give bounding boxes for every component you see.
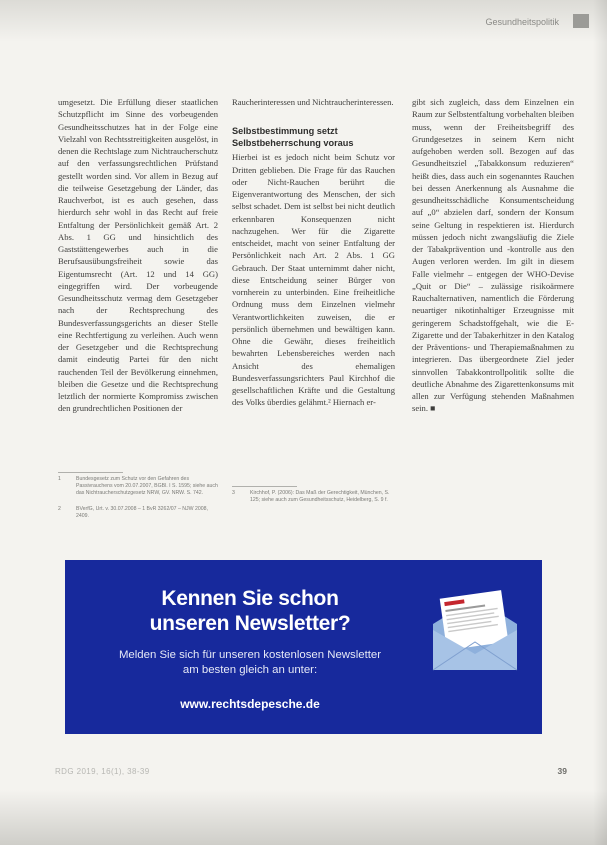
column-3-text: gibt sich zugleich, dass dem Einzelnen ein Raum zur Selbstentfaltung vorbehalten bleiben muss, wenn der Freiheitsbegriff des Grundgesetzes in seinem Kern nicht aufgehoben werden soll. Bezogen auf das Gesundheitsziel „Tabakkonsum reduzieren“ heißt dies, dass auch ein sogenanntes Rauchen bei dessen Anerkennung als Ausnahme die gesundheitsschädliche Konsumentscheidung auf „0“ abzielen darf, sondern der Konsum seine Geltung in respektieren ist. Hierdurch müssen jedoch nicht zwangsläufig die Ziele der Tabakprävention und -kontrolle aus den Augen verloren werden. Im gilt in diesem Falle vielmehr – entgegen der WHO-Devise „Quit or Die“ – zulässige risikoärmere Rauchalternativen, namentlich die Förderung neuartiger nikotinhaltiger Erzeugnisse mit geringerem Schadstoffgehalt, wie die E-Zigarette und der Tabakerhitzer in den Katalog der Präventions- und Therapiemaßnahmen zu integrieren. Das übergeordnete Ziel jeder sinnvollen Tabakkontrollpolitik sollte die deutliche Abnahme des Zigarettenkonsums mit allen zur Verfügung stehenden Maßnahmen sein. ■ xyxy=(412,97,574,414)
column-1-text: umgesetzt. Die Erfüllung dieser staatlichen Schutzpflicht im Sinne des vorbeugenden Gesundheitsschutzes hat in der Folge eine Vielzahl von Rechtsstreitigkeiten ausgelöst, in denen die Rechtslage zum Nichtraucherschutz auf den verfassungsrechtlichen Prüfstand gestellt worden sind. Vor allem in Bezug auf die teilweise Gesetzgebung der Länder, das Rauchverbot, ist es auch gesehen, dass hierdurch sehr wohl in das Recht auf freie Entfaltung der Persönlichkeit gemäß Art. 2 Abs. 1 GG und hinsichtlich des Gaststättengewerbes auch in die Berufsausübungsfreiheit sowie das Eigentumsrecht (Art. 12 und 14 GG) eingegriffen wird. Der vorbeugende Gesundheitsschutz vermag dem Gesetzgeber nach der Rechtsprechung des Bundesverfassungsgerichts an dieser Stelle eine Rechtfertigung zu verleihen. Auch wenn der Gesetzgeber und die Rechtsprechung damit eindeutig Partei für den nicht rauchenden Teil der Bevölkerung einnehmen, bleiben die Gesetze und die Rechtsprechung letztlich der normierte Kompromiss zwischen den grundrechtlichen Positionen der xyxy=(58,97,218,414)
page-number: 39 xyxy=(557,766,567,776)
footnote-rule-left xyxy=(58,472,123,473)
running-head-section: Gesundheitspolitik xyxy=(485,17,559,27)
newsletter-banner[interactable] xyxy=(65,560,542,734)
section-marker-icon xyxy=(573,14,589,28)
envelope-newsletter-icon xyxy=(429,584,521,676)
banner-body: Melden Sie sich für unseren kostenlosen Newsletter am besten gleich an unter: xyxy=(118,649,382,676)
article-column-2 xyxy=(232,96,395,409)
section-heading: Selbstbestimmung setzt Selbstbeherrschung voraus xyxy=(232,126,354,148)
newsletter-link[interactable]: www.rechtsdepesche.de xyxy=(180,697,320,711)
footnote-3: 3 Kirchhof, P. (2006): Das Maß der Gerechtigkeit, München, S. 125; siehe auch zum Gesundheitsschutz, Heidelberg, S. 9 f. xyxy=(232,490,390,503)
footnote-2: 2 BVerfG, Urt. v. 30.07.2008 – 1 BvR 3262/07 – NJW 2008, 2409. xyxy=(58,506,208,519)
column-2-lead: Raucherinteressen und Nichtraucherinteressen. xyxy=(232,97,394,107)
banner-title: Kennen Sie schon unseren Newsletter? xyxy=(149,587,351,635)
footer-journal: RDG 2019, 16(1), 38-39 xyxy=(55,767,150,776)
article-column-1 xyxy=(58,96,218,415)
column-2-text: Hierbei ist es jedoch nicht beim Schutz vor Dritten geblieben. Die Frage für das Rauchen oder Nicht-Rauchen berührt die Eigenverantwortung des Menschen, der sich selbst schadet. Dem ist selbst bei nicht deutlich erkennbaren Konsequenzen nicht nachzugehen. Wer für die Zigarette entscheidet, macht von seiner Entfaltung der Persönlichkeit nach Art. 2 Abs. 1 GG Gebrauch. Der Staat unternimmt daher nicht, diese Entscheidung seiner Bürger von vornherein zu unterbinden. Eine freiheitliche Ordnung muss dem Einzelnen vielmehr Verantwortlichkeiten zuweisen, die er persönlich übernehmen und bewältigen kann. Ohne die Gewähr, dieses freiheitlich bewahrten Lebensbereiches werden nach Ansicht des ehemaligen Bundesverfassungsrichters Paul Kirchhof die gesellschaftlichen Kräfte und die Gestaltung des Volks überdies gelähmt.² Hiernach er- xyxy=(232,152,395,408)
footnote-rule-right xyxy=(232,486,297,487)
article-column-3 xyxy=(412,96,574,415)
footnote-1: 1 Bundesgesetz zum Schutz vor den Gefahren des Passivrauchens vom 20.07.2007, BGBl. I S. 1595; siehe auch das Nichtraucherschutzgesetz NRW, GV. NRW. S. 742. xyxy=(58,476,218,496)
